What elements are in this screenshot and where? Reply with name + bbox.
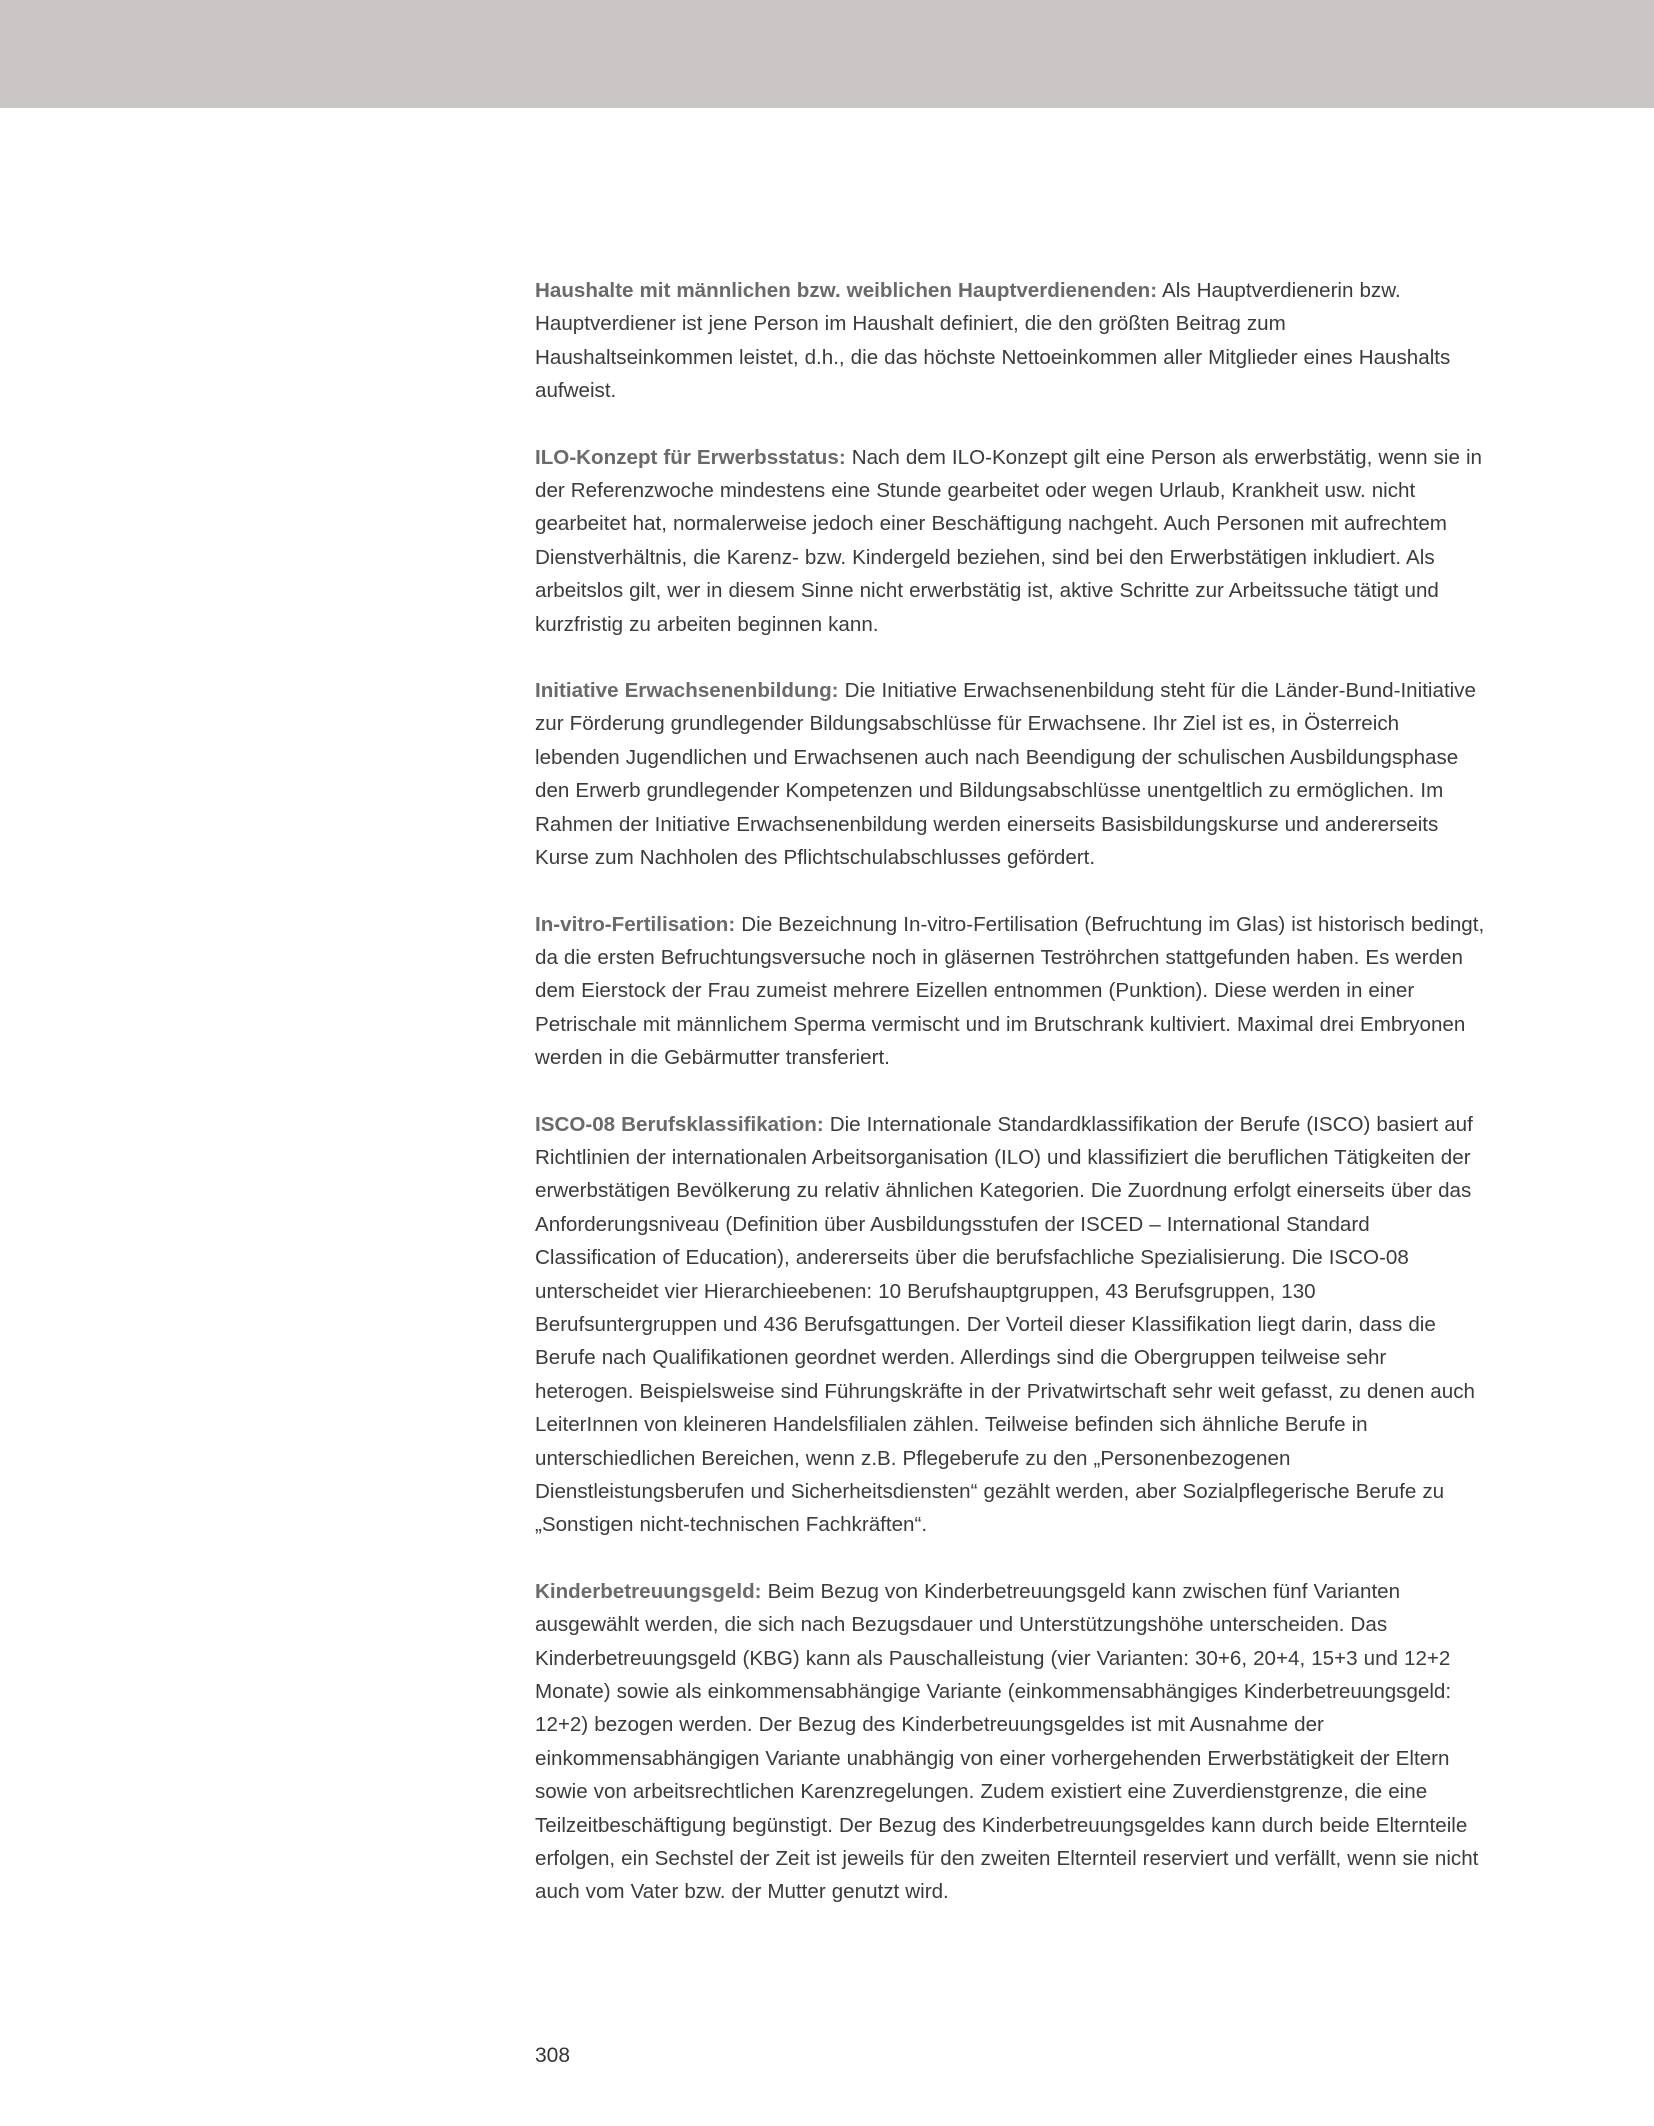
glossary-entry-hauptverdienende bbox=[535, 274, 1485, 408]
header-band bbox=[0, 0, 1654, 108]
glossary-entry-isco-08 bbox=[535, 1108, 1485, 1542]
glossary-term: Haushalte mit männlichen bzw. weiblichen Hauptverdienenden: bbox=[535, 279, 1158, 302]
glossary-term: ILO-Konzept für Erwerbsstatus: bbox=[535, 445, 846, 469]
glossary-entry-ilo-konzept bbox=[535, 441, 1485, 641]
glossary-term: ISCO-08 Berufsklassifikation: bbox=[535, 1112, 824, 1136]
glossary-entry-kinderbetreuungsgeld bbox=[535, 1575, 1485, 1909]
glossary-definition: Nach dem ILO-Konzept gilt eine Person als erwerbstätig, wenn sie in der Referenzwoche mindestens eine Stunde gearbeitet oder wegen Urlaub, Krankheit usw. nicht gearbeitet hat, normalerweise jedoch einer Beschäftigung nachgeht. Auch Personen mit aufrechtem Dienstverhältnis, die Karenz- bzw. Kindergeld beziehen, sind bei den Erwerbstätigen inkludiert. Als arbeitslos gilt, wer in diesem Sinne nicht erwerbstätig ist, aktive Schritte zur Arbeitssuche tätigt und kurzfristig zu arbeiten beginnen kann. bbox=[535, 445, 1483, 636]
glossary-term: Initiative Erwachsenenbildung: bbox=[535, 679, 839, 703]
glossary-definition: Die Internationale Standardklassifikation der Berufe (ISCO) basiert auf Richtlinien der internationalen Arbeitsorganisation (ILO) und klassifiziert die beruflichen Tätigkeiten der erwerbstätigen Bevölkerung zu relativ ähnlichen Kategorien. Die Zuordnung erfolgt einerseits über das Anforderungsniveau (Definition über Ausbildungsstufen der ISCED – International Standard Classification of Education), andererseits über die berufsfachliche Spezialisierung. Die ISCO-08 unterscheidet vier Hierarchieebenen: 10 Berufshauptgruppen, 43 Berufsgruppen, 130 Berufsuntergruppen und 436 Berufsgattungen. Der Vorteil dieser Klassifikation liegt darin, dass die Berufe nach Qualifikationen geordnet werden. Allerdings sind die Obergruppen teilweise sehr heterogen. Beispielsweise sind Führungskräfte in der Privatwirtschaft sehr weit gefasst, zu denen auch LeiterInnen von kleineren Handelsfilialen zählen. Teilweise befinden sich ähnliche Berufe in unterschiedlichen Bereichen, wenn z.B. Pflegeberufe zu den „Personenbezogenen Dienstleistungsberufen und Sicherheitsdiensten“ gezählt werden, aber Sozialpflegerische Berufe zu „Sonstigen nicht-technischen Fachkräften“. bbox=[535, 1112, 1475, 1537]
glossary-term: In-vitro-Fertilisation: bbox=[535, 912, 736, 936]
glossary-entry-erwachsenenbildung bbox=[535, 674, 1485, 874]
glossary-definition: Die Initiative Erwachsenenbildung steht für die Länder-Bund-Initiative zur Förderung grundlegender Bildungsabschlüsse für Erwachsene. Ihr Ziel ist es, in Österreich lebenden Jugendlichen und Erwachsenen auch nach Beendigung der schulischen Ausbildungsphase den Erwerb grundlegender Kompetenzen und Bildungsabschlüsse unentgeltlich zu ermöglichen. Im Rahmen der Initiative Erwachsenenbildung werden einerseits Basisbildungskurse und andererseits Kurse zum Nachholen des Pflichtschulabschlusses gefördert. bbox=[535, 679, 1476, 870]
glossary-definition: Als Hauptverdienerin bzw. Hauptverdiener ist jene Person im Haushalt definiert, die den größten Beitrag zum Haushaltseinkommen leistet, d.h., die das höchste Nettoeinkommen aller Mitglieder eines Haushalts aufweist. bbox=[535, 279, 1451, 403]
glossary-definition: Die Bezeichnung In-vitro-Fertilisation (Befruchtung im Glas) ist historisch bedingt, da die ersten Befruchtungsversuche noch in gläsernen Teströhrchen stattgefunden haben. Es werden dem Eierstock der Frau zumeist mehrere Eizellen entnommen (Punktion). Diese werden in einer Petrischale mit männlichem Sperma vermischt und im Brutschrank kultiviert. Maximal drei Embryonen werden in die Gebärmutter transferiert. bbox=[535, 912, 1485, 1070]
page-number: 308 bbox=[535, 2044, 571, 2067]
glossary-definition: Beim Bezug von Kinderbetreuungsgeld kann zwischen fünf Varianten ausgewählt werden, die sich nach Bezugsdauer und Unterstützungshöhe unterscheiden. Das Kinderbetreuungsgeld (KBG) kann als Pauschalleistung (vier Varianten: 30+6, 20+4, 15+3 und 12+2 Monate) sowie als einkommensabhängige Variante (einkommensabhängiges Kinderbetreuungsgeld: 12+2) bezogen werden. Der Bezug des Kinderbetreuungsgeldes ist mit Ausnahme der einkommensabhängigen Variante unabhängig von einer vorhergehenden Erwerbstätigkeit der Eltern sowie von arbeitsrechtlichen Karenzregelungen. Zudem existiert eine Zuverdienstgrenze, die eine Teilzeitbeschäftigung begünstigt. Der Bezug des Kinderbetreuungsgeldes kann durch beide Elternteile erfolgen, ein Sechstel der Zeit ist jeweils für den zweiten Elternteil reserviert und verfällt, wenn sie nicht auch vom Vater bzw. der Mutter genutzt wird. bbox=[535, 1579, 1479, 1904]
glossary-term: Kinderbetreuungsgeld: bbox=[535, 1579, 762, 1603]
glossary-content bbox=[535, 274, 1485, 1942]
glossary-entry-in-vitro-fertilisation bbox=[535, 908, 1485, 1075]
